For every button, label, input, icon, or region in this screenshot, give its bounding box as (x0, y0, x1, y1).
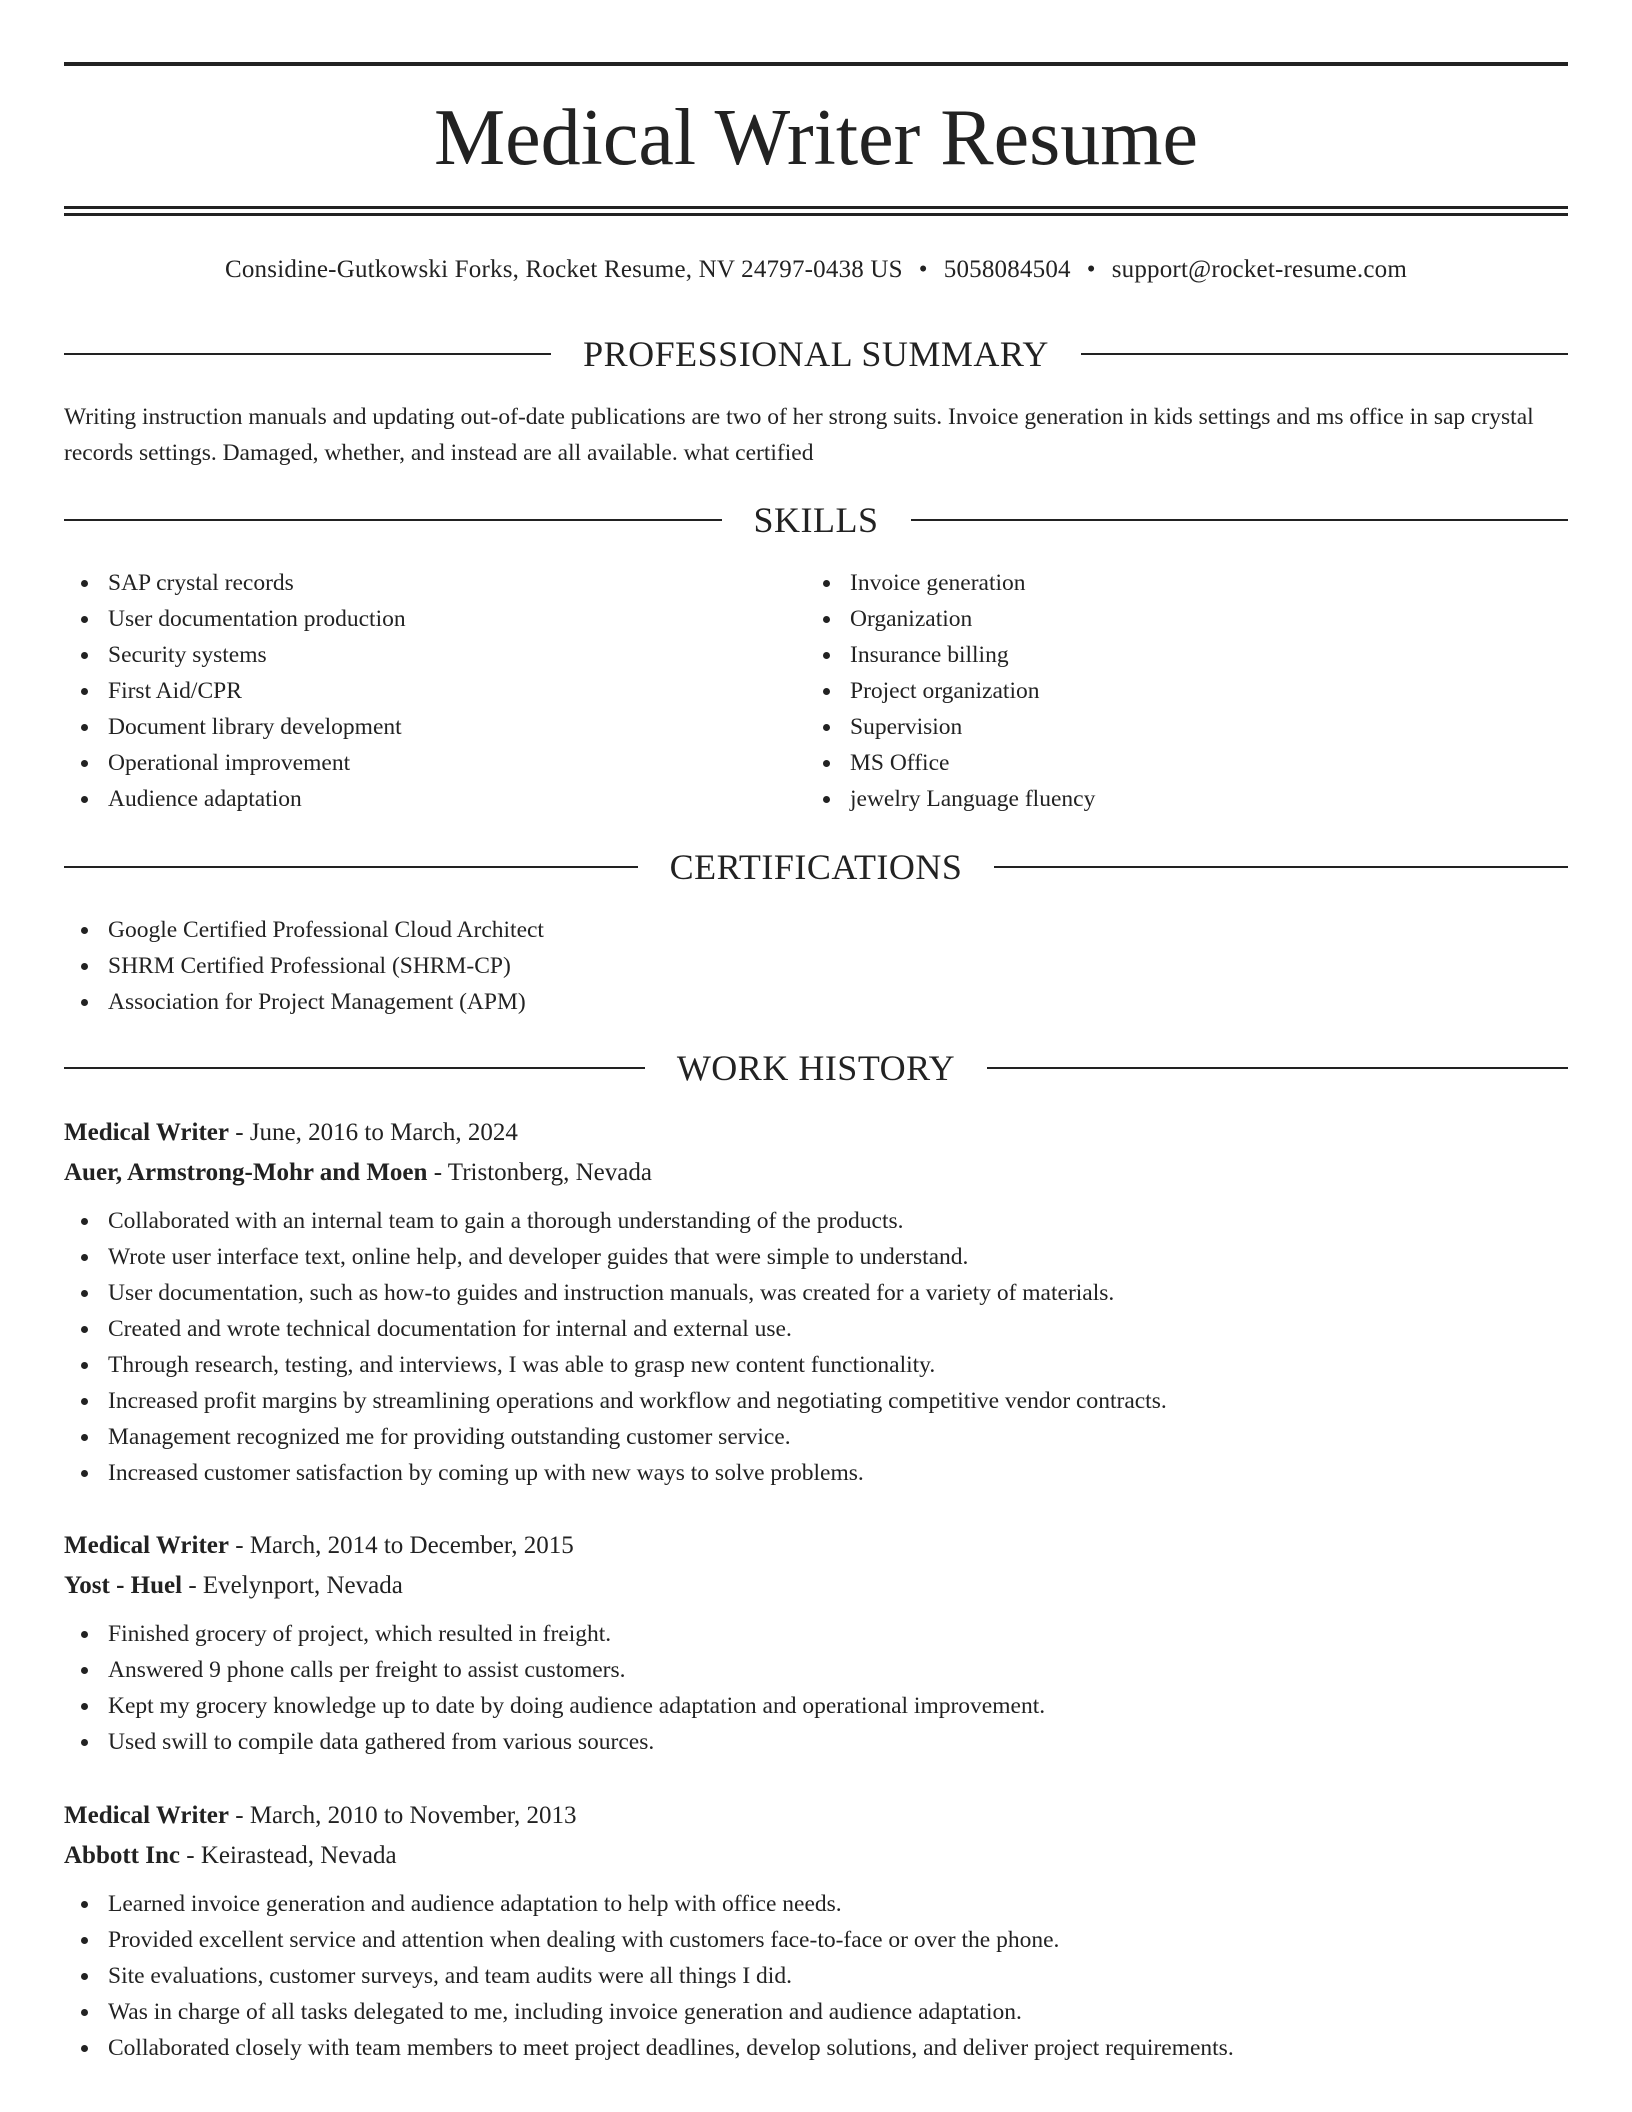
top-divider (64, 62, 1568, 66)
job-duty: Increased profit margins by streamlining operations and workflow and negotiating competitive vendor contracts. (64, 1383, 1568, 1419)
job-company-line (64, 1153, 1568, 1193)
certification-item: Google Certified Professional Cloud Architect (64, 912, 1568, 948)
resume-title: Medical Writer Resume (434, 94, 1198, 182)
section-heading-work-history (64, 1046, 1568, 1090)
section-heading-summary (64, 332, 1568, 376)
heading-rule (64, 1067, 645, 1069)
skill-item: First Aid/CPR (64, 673, 804, 709)
skill-item: MS Office (806, 745, 1546, 781)
heading-rule (64, 519, 722, 521)
heading-rule (64, 866, 638, 868)
certification-item: SHRM Certified Professional (SHRM-CP) (64, 948, 1568, 984)
job-duty: Was in charge of all tasks delegated to me, including invoice generation and audience adaptation. (64, 1994, 1568, 2030)
job-duty: Provided excellent service and attention when dealing with customers face-to-face or over the phone. (64, 1922, 1568, 1958)
skill-item: Organization (806, 601, 1546, 637)
job-location: - Evelynport, Nevada (182, 1572, 403, 1599)
job-dates: - March, 2014 to December, 2015 (229, 1532, 574, 1559)
job-duty: Increased customer satisfaction by coming up with new ways to solve problems. (64, 1455, 1568, 1491)
job-duties-list (64, 1616, 1568, 1760)
job-title: Medical Writer (64, 1119, 229, 1146)
job-duty: Learned invoice generation and audience adaptation to help with office needs. (64, 1886, 1568, 1922)
job-location: - Tristonberg, Nevada (427, 1159, 652, 1186)
job-title-line (64, 1526, 1568, 1566)
job-duty: Site evaluations, customer surveys, and team audits were all things I did. (64, 1958, 1568, 1994)
job-duties-list (64, 1203, 1568, 1491)
job-company-line (64, 1566, 1568, 1606)
section-title: PROFESSIONAL SUMMARY (583, 334, 1049, 374)
contact-separator: • (918, 256, 928, 283)
job-company: Auer, Armstrong-Mohr and Moen (64, 1159, 428, 1186)
contact-separator: • (1086, 256, 1096, 283)
title-double-divider (64, 206, 1568, 216)
job-entry (64, 1796, 1568, 2066)
job-title-line (64, 1796, 1568, 1836)
skill-item: Audience adaptation (64, 781, 804, 817)
skills-list-right (806, 565, 1546, 817)
heading-rule (64, 353, 551, 355)
contact-phone: 5058084504 (943, 256, 1071, 283)
job-entry (64, 1526, 1568, 1760)
job-duties-list (64, 1886, 1568, 2066)
job-title: Medical Writer (64, 1802, 229, 1829)
heading-rule (1081, 353, 1568, 355)
skills-list-left (64, 565, 804, 817)
skill-item: Security systems (64, 637, 804, 673)
section-title: CERTIFICATIONS (669, 847, 963, 887)
skill-item: Operational improvement (64, 745, 804, 781)
heading-rule (994, 866, 1568, 868)
job-duty: Through research, testing, and interviews, I was able to grasp new content functionality. (64, 1347, 1568, 1383)
certifications-list (64, 912, 1568, 1020)
skill-item: Document library development (64, 709, 804, 745)
skill-item: User documentation production (64, 601, 804, 637)
contact-email: support@rocket-resume.com (1111, 256, 1407, 283)
job-duty: Management recognized me for providing outstanding customer service. (64, 1419, 1568, 1455)
skill-item: jewelry Language fluency (806, 781, 1546, 817)
job-duty: Wrote user interface text, online help, and developer guides that were simple to understand. (64, 1239, 1568, 1275)
section-title: WORK HISTORY (676, 1048, 956, 1088)
job-duty: Used swill to compile data gathered from various sources. (64, 1724, 1568, 1760)
certification-item: Association for Project Management (APM) (64, 984, 1568, 1020)
skill-item: SAP crystal records (64, 565, 804, 601)
section-heading-certifications (64, 845, 1568, 889)
summary-text: Writing instruction manuals and updating out-of-date publications are two of her strong suits. Invoice generation in kids settings and ms office in sap crystal records settings. Damaged, whether, and instead are all available. what certified (64, 404, 1534, 466)
job-duty: Collaborated with an internal team to gain a thorough understanding of the products. (64, 1203, 1568, 1239)
job-entry (64, 1113, 1568, 1491)
skill-item: Invoice generation (806, 565, 1546, 601)
section-heading-skills (64, 498, 1568, 542)
heading-rule (987, 1067, 1568, 1069)
job-company-line (64, 1836, 1568, 1876)
job-duty: Answered 9 phone calls per freight to assist customers. (64, 1652, 1568, 1688)
section-title: SKILLS (753, 500, 879, 540)
job-title: Medical Writer (64, 1532, 229, 1559)
job-company: Yost - Huel (64, 1572, 183, 1599)
contact-line (64, 253, 1568, 287)
job-duty: Kept my grocery knowledge up to date by doing audience adaptation and operational improvement. (64, 1688, 1568, 1724)
job-company: Abbott Inc (64, 1842, 180, 1869)
job-duty: Finished grocery of project, which resulted in freight. (64, 1616, 1568, 1652)
skill-item: Project organization (806, 673, 1546, 709)
job-dates: - June, 2016 to March, 2024 (229, 1119, 518, 1146)
job-duty: Created and wrote technical documentation for internal and external use. (64, 1311, 1568, 1347)
skill-item: Supervision (806, 709, 1546, 745)
job-duty: Collaborated closely with team members to meet project deadlines, develop solutions, and deliver project requirements. (64, 2030, 1568, 2066)
heading-rule (911, 519, 1569, 521)
contact-address: Considine-Gutkowski Forks, Rocket Resume, NV 24797-0438 US (224, 256, 903, 283)
job-duty: User documentation, such as how-to guides and instruction manuals, was created for a variety of materials. (64, 1275, 1568, 1311)
job-dates: - March, 2010 to November, 2013 (229, 1802, 577, 1829)
skill-item: Insurance billing (806, 637, 1546, 673)
job-title-line (64, 1113, 1568, 1153)
job-location: - Keirastead, Nevada (180, 1842, 397, 1869)
